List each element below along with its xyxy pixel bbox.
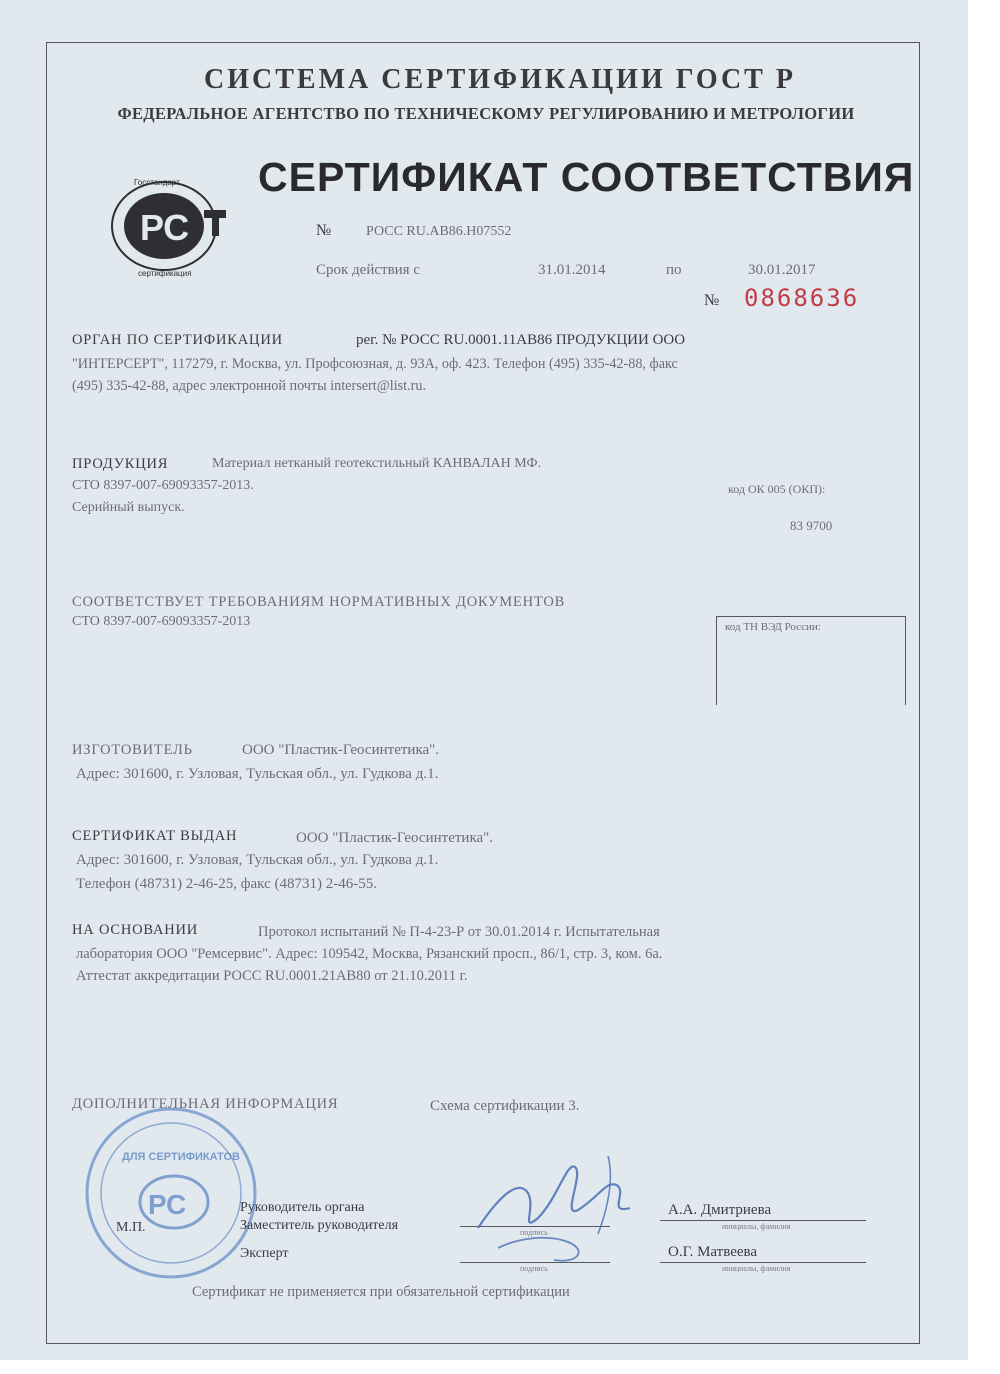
product-line2: СТО 8397-007-69093357-2013. (72, 478, 254, 493)
certification-body-line3: (495) 335-42-88, адрес электронной почты intersert@list.ru. (72, 378, 427, 394)
basis-line1: Протокол испытаний № П-4-23-Р от 30.01.2014 г. Испытательная (258, 924, 660, 940)
logo-ring-bottom: сертификация (138, 269, 192, 278)
deputy-head-label: Заместитель руководителя (240, 1218, 399, 1233)
issued-to-phone: Телефон (48731) 2-46-25, факс (48731) 2-46-55. (76, 876, 377, 892)
validity-to-label: по (666, 262, 682, 278)
gost-r-logo-icon (104, 170, 228, 280)
stamp-letters: РС (148, 1189, 187, 1220)
manufacturer-address: Адрес: 301600, г. Узловая, Тульская обл., ул. Гудкова д.1. (76, 766, 439, 782)
expert-name-line (660, 1262, 866, 1263)
additional-info-text: Схема сертификации 3. (430, 1098, 580, 1114)
okp-code-value: 83 9700 (790, 518, 833, 533)
footer-note: Сертификат не применяется при обязательной сертификации (192, 1284, 570, 1300)
issued-to-name: ООО "Пластик-Геосинтетика". (296, 830, 494, 846)
issued-to-address: Адрес: 301600, г. Узловая, Тульская обл., ул. Гудкова д.1. (76, 852, 439, 868)
certificate-title: СЕРТИФИКАТ СООТВЕТСТВИЯ (258, 154, 915, 200)
expert-signature-caption: подпись (520, 1264, 548, 1273)
tnved-code-box (716, 616, 906, 705)
expert-name: О.Г. Матвеева (668, 1244, 758, 1260)
certification-stamp-icon (82, 1104, 260, 1282)
additional-info-label: ДОПОЛНИТЕЛЬНАЯ ИНФОРМАЦИЯ (72, 1096, 339, 1112)
logo-ring-top: Госстандарт (134, 178, 180, 187)
conformity-document: СТО 8397-007-69093357-2013 (72, 614, 251, 629)
registration-number-label: № (316, 222, 332, 239)
issued-to-label: СЕРТИФИКАТ ВЫДАН (72, 828, 238, 844)
validity-from-date: 31.01.2014 (538, 262, 606, 278)
head-of-body-label: Руководитель органа (240, 1200, 365, 1215)
conformity-label: СООТВЕТСТВУЕТ ТРЕБОВАНИЯМ НОРМАТИВНЫХ ДОКУМЕНТОВ (72, 594, 566, 610)
validity-label: Срок действия с (316, 262, 420, 278)
handwritten-signature-icon (458, 1138, 658, 1278)
head-initials-caption: инициалы, фамилия (722, 1222, 791, 1231)
stamp-place-label: М.П. (116, 1220, 146, 1235)
product-line3: Серийный выпуск. (72, 500, 185, 515)
certification-system-heading: СИСТЕМА СЕРТИФИКАЦИИ ГОСТ Р (204, 64, 796, 95)
agency-heading: ФЕДЕРАЛЬНОЕ АГЕНТСТВО ПО ТЕХНИЧЕСКОМУ РЕГУЛИРОВАНИЮ И МЕТРОЛОГИИ (117, 104, 855, 123)
certification-body-line1: рег. № РОСС RU.0001.11АВ86 ПРОДУКЦИИ ООО (356, 332, 686, 348)
head-name: А.А. Дмитриева (668, 1202, 772, 1218)
expert-initials-caption: инициалы, фамилия (722, 1264, 791, 1273)
logo-letters: РС (140, 207, 190, 248)
certification-body-line2: "ИНТЕРСЕРТ", 117279, г. Москва, ул. Профсоюзная, д. 93А, оф. 423. Телефон (495) 335-42-88, факс (72, 356, 678, 372)
certification-body-label: ОРГАН ПО СЕРТИФИКАЦИИ (72, 332, 283, 348)
manufacturer-name: ООО "Пластик-Геосинтетика". (242, 742, 440, 758)
basis-line3: Аттестат аккредитации РОСС RU.0001.21АВ80 от 21.10.2011 г. (76, 968, 468, 984)
basis-line2: лаборатория ООО "Ремсервис". Адрес: 109542, Москва, Рязанский просп., 86/1, стр. 3, ком. 6а. (76, 946, 663, 962)
head-name-line (660, 1220, 866, 1221)
manufacturer-label: ИЗГОТОВИТЕЛЬ (72, 742, 193, 758)
validity-to-date: 30.01.2017 (748, 262, 816, 278)
product-line1: Материал нетканый геотекстильный КАНВАЛАН МФ. (212, 456, 542, 471)
registration-number: РОСС RU.АВ86.Н07552 (366, 224, 512, 239)
tnved-code-label: код ТН ВЭД России: (725, 621, 821, 633)
expert-label: Эксперт (240, 1246, 289, 1261)
okp-code-label: код ОК 005 (ОКП): (728, 482, 826, 496)
stamp-center-text: ДЛЯ СЕРТИФИКАТОВ (122, 1151, 240, 1163)
blank-serial-number: 0868636 (744, 284, 860, 312)
signature-caption: подпись (520, 1228, 548, 1237)
product-label: ПРОДУКЦИЯ (72, 456, 169, 472)
blank-number-label: № (704, 292, 720, 309)
basis-label: НА ОСНОВАНИИ (72, 922, 199, 938)
